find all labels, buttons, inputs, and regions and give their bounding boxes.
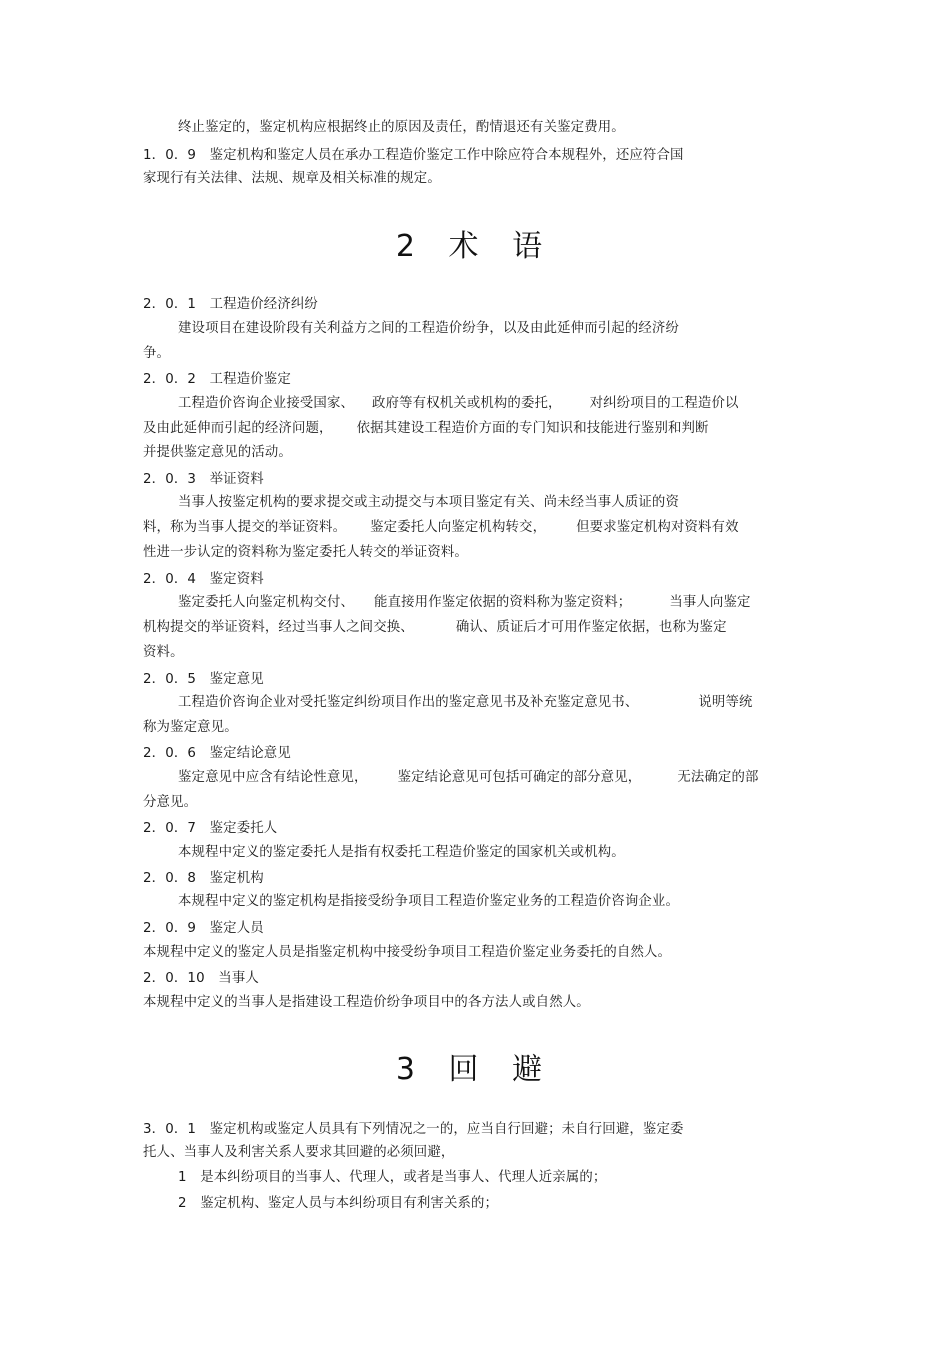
paragraph-line: 本规程中定义的鉴定机构是指接受纷争项目工程造价鉴定业务的工程造价咨询企业。 xyxy=(178,894,680,909)
text-segment: 工程造价咨询企业对受托鉴定纠纷项目作出的鉴定意见书及补充鉴定意见书、 xyxy=(178,695,639,710)
paragraph-line: 托人、当事人及利害关系人要求其回避的必须回避， xyxy=(143,1145,455,1160)
paragraph-line xyxy=(178,769,759,787)
paragraph-line: 家现行有关法律、法规、规章及相关标准的规定。 xyxy=(143,171,441,186)
text-segment: 无法确定的部 xyxy=(677,770,759,785)
paragraph-line: 分意见。 xyxy=(143,795,198,810)
text-segment: 当事人向鉴定 xyxy=(669,595,751,610)
list-item: 2 鉴定机构、鉴定人员与本纠纷项目有利害关系的； xyxy=(178,1196,499,1211)
paragraph-line xyxy=(178,594,751,612)
clause-2-0-1-heading: 2．0．1 工程造价经济纠纷 xyxy=(143,297,318,312)
paragraph-line xyxy=(178,694,753,712)
chapter-2-title: 2 术 语 xyxy=(395,229,555,264)
paragraph-line: 本规程中定义的鉴定委托人是指有权委托工程造价鉴定的国家机关或机构。 xyxy=(178,845,625,860)
text-segment: 及由此延伸而引起的经济问题， xyxy=(143,421,333,436)
clause-3-0-1-heading: 3．0．1 鉴定机构或鉴定人员具有下列情况之一的，应当自行回避；未自行回避，鉴定委 xyxy=(143,1122,684,1137)
text-segment: 政府等有权机关或机构的委托， xyxy=(372,396,562,411)
clause-2-0-5-heading: 2．0．5 鉴定意见 xyxy=(143,672,264,687)
clause-2-0-10-heading: 2．0．10 当事人 xyxy=(143,971,259,986)
paragraph-line xyxy=(178,395,739,413)
clause-1-0-9: 1．0．9 鉴定机构和鉴定人员在承办工程造价鉴定工作中除应符合本规程外，还应符合国 xyxy=(143,148,684,163)
clause-2-0-3-heading: 2．0．3 举证资料 xyxy=(143,472,264,487)
paragraph-line: 争。 xyxy=(143,346,171,361)
paragraph-line: 本规程中定义的鉴定人员是指鉴定机构中接受纷争项目工程造价鉴定业务委托的自然人。 xyxy=(143,945,672,960)
clause-2-0-2-heading: 2．0．2 工程造价鉴定 xyxy=(143,372,291,387)
text-segment: 确认、质证后才可用作鉴定依据，也称为鉴定 xyxy=(455,620,727,635)
paragraph-line: 称为鉴定意见。 xyxy=(143,720,238,735)
paragraph-line: 终止鉴定的，鉴定机构应根据终止的原因及责任，酌情退还有关鉴定费用。 xyxy=(178,120,625,135)
paragraph-line: 建设项目在建设阶段有关利益方之间的工程造价纷争，以及由此延伸而引起的经济纷 xyxy=(178,321,680,336)
text-segment: 机构提交的举证资料，经过当事人之间交换、 xyxy=(143,620,414,635)
chapter-3-title: 3 回 避 xyxy=(395,1052,555,1087)
text-segment: 鉴定委托人向鉴定机构交付、 xyxy=(178,595,355,610)
paragraph-line xyxy=(143,519,739,537)
text-segment: 鉴定委托人向鉴定机构转交， xyxy=(370,520,547,535)
paragraph-line: 并提供鉴定意见的活动。 xyxy=(143,445,292,460)
clause-2-0-7-heading: 2．0．7 鉴定委托人 xyxy=(143,821,278,836)
list-item: 1 是本纠纷项目的当事人、代理人，或者是当事人、代理人近亲属的； xyxy=(178,1170,607,1185)
text-segment: 工程造价咨询企业接受国家、 xyxy=(178,396,355,411)
text-segment: 鉴定结论意见可包括可确定的部分意见， xyxy=(397,770,642,785)
paragraph-line: 本规程中定义的当事人是指建设工程造价纷争项目中的各方法人或自然人。 xyxy=(143,995,590,1010)
clause-2-0-9-heading: 2．0．9 鉴定人员 xyxy=(143,921,264,936)
clause-2-0-8-heading: 2．0．8 鉴定机构 xyxy=(143,871,264,886)
text-segment: 但要求鉴定机构对资料有效 xyxy=(576,520,739,535)
paragraph-line xyxy=(143,619,727,637)
text-segment: 说明等统 xyxy=(698,695,753,710)
paragraph-line: 资料。 xyxy=(143,645,184,660)
paragraph-line: 当事人按鉴定机构的要求提交或主动提交与本项目鉴定有关、尚未经当事人质证的资 xyxy=(178,495,680,510)
paragraph-line: 性进一步认定的资料称为鉴定委托人转交的举证资料。 xyxy=(143,545,468,560)
text-segment: 能直接用作鉴定依据的资料称为鉴定资料； xyxy=(374,595,632,610)
text-segment: 料，称为当事人提交的举证资料。 xyxy=(143,520,347,535)
text-segment: 对纠纷项目的工程造价以 xyxy=(589,396,739,411)
clause-2-0-6-heading: 2．0．6 鉴定结论意见 xyxy=(143,746,291,761)
text-segment: 鉴定意见中应含有结论性意见， xyxy=(178,770,368,785)
paragraph-line xyxy=(143,420,709,438)
clause-2-0-4-heading: 2．0．4 鉴定资料 xyxy=(143,572,264,587)
text-segment: 依据其建设工程造价方面的专门知识和技能进行鉴别和判断 xyxy=(356,421,709,436)
